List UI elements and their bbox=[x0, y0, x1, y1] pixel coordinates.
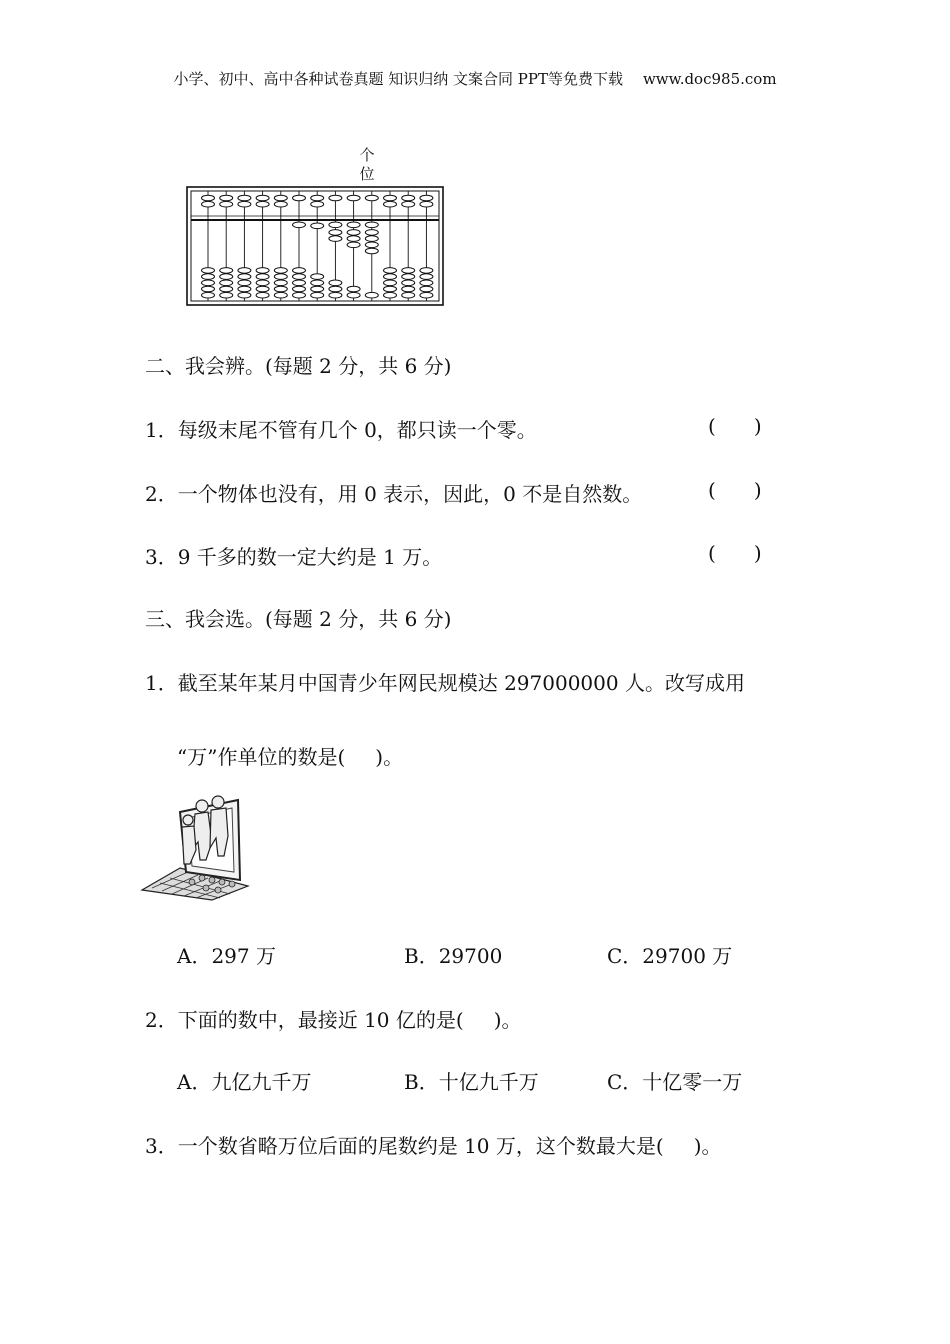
abacus-heaven-bead bbox=[347, 222, 360, 228]
abacus-heaven-bead bbox=[384, 201, 397, 207]
abacus-earth-bead bbox=[311, 286, 324, 292]
q3-text: 3．一个数省略万位后面的尾数约是 10 万，这个数最大是( )。 bbox=[145, 1134, 722, 1158]
abacus-earth-bead bbox=[420, 268, 433, 274]
abacus-earth-bead bbox=[384, 274, 397, 280]
abacus-earth-bead bbox=[329, 286, 342, 292]
abacus-earth-bead bbox=[238, 268, 251, 274]
abacus-earth-bead bbox=[293, 268, 306, 274]
abacus-heaven-bead bbox=[238, 201, 251, 207]
judge-answer-1[interactable]: ( ) bbox=[708, 414, 762, 438]
q1-option-b[interactable]: B．29700 bbox=[404, 944, 503, 968]
abacus-earth-bead bbox=[347, 242, 360, 248]
abacus-heaven-bead bbox=[220, 201, 233, 207]
abacus-earth-bead bbox=[384, 280, 397, 286]
abacus-figure bbox=[186, 186, 446, 308]
q2-option-b[interactable]: B．十亿九千万 bbox=[404, 1070, 539, 1094]
abacus-heaven-bead bbox=[220, 195, 233, 201]
q2-option-a[interactable]: A．九亿九千万 bbox=[177, 1070, 312, 1094]
abacus-earth-bead bbox=[402, 268, 415, 274]
judge-item-2: 2．一个物体也没有，用 0 表示，因此，0 不是自然数。 bbox=[145, 482, 643, 506]
abacus-earth-bead bbox=[256, 280, 269, 286]
abacus-earth-bead bbox=[238, 292, 251, 298]
abacus-heaven-bead bbox=[293, 195, 306, 201]
q1-text-line1: 1．截至某年某月中国青少年网民规模达 297000000 人。改写成用 bbox=[145, 671, 745, 695]
judge-item-1: 1．每级末尾不管有几个 0，都只读一个零。 bbox=[145, 418, 537, 442]
q1-option-a[interactable]: A．297 万 bbox=[177, 944, 276, 968]
abacus-earth-bead bbox=[311, 292, 324, 298]
abacus-earth-bead bbox=[347, 286, 360, 292]
abacus-earth-bead bbox=[220, 286, 233, 292]
header-text: 小学、初中、高中各种试卷真题 知识归纳 文案合同 PPT等免费下载 bbox=[173, 70, 623, 88]
abacus-earth-bead bbox=[402, 274, 415, 280]
abacus-earth-bead bbox=[329, 230, 342, 236]
abacus-earth-bead bbox=[365, 236, 378, 242]
abacus-earth-bead bbox=[220, 280, 233, 286]
abacus-earth-bead bbox=[420, 292, 433, 298]
abacus-heaven-bead bbox=[384, 195, 397, 201]
abacus-heaven-bead bbox=[365, 222, 378, 228]
abacus-earth-bead bbox=[256, 274, 269, 280]
abacus-earth-bead bbox=[256, 292, 269, 298]
abacus-earth-bead bbox=[274, 268, 287, 274]
abacus-earth-bead bbox=[293, 292, 306, 298]
judge-answer-2[interactable]: ( ) bbox=[708, 478, 762, 502]
q2-option-c[interactable]: C．十亿零一万 bbox=[607, 1070, 743, 1094]
abacus-heaven-bead bbox=[202, 201, 215, 207]
abacus-heaven-bead bbox=[311, 201, 324, 207]
abacus-earth-bead bbox=[420, 274, 433, 280]
abacus-heaven-bead bbox=[420, 195, 433, 201]
abacus-earth-bead bbox=[202, 292, 215, 298]
abacus-earth-bead bbox=[347, 236, 360, 242]
q2-text: 2．下面的数中，最接近 10 亿的是( )。 bbox=[145, 1008, 522, 1032]
abacus-heaven-bead bbox=[293, 222, 306, 228]
abacus-earth-bead bbox=[402, 280, 415, 286]
abacus-earth-bead bbox=[365, 242, 378, 248]
section2-title: 二、我会辨。(每题 2 分，共 6 分) bbox=[145, 354, 452, 378]
abacus-label-top: 个 bbox=[359, 146, 375, 164]
abacus-earth-bead bbox=[347, 292, 360, 298]
page-header bbox=[0, 68, 950, 89]
abacus-earth-bead bbox=[256, 268, 269, 274]
abacus-earth-bead bbox=[384, 268, 397, 274]
abacus-earth-bead bbox=[220, 274, 233, 280]
abacus-earth-bead bbox=[365, 248, 378, 254]
abacus-earth-bead bbox=[402, 292, 415, 298]
abacus-label-bottom: 位 bbox=[359, 165, 375, 183]
q1-option-c[interactable]: C．29700 万 bbox=[607, 944, 733, 968]
abacus-earth-bead bbox=[329, 236, 342, 242]
internet-users-illustration bbox=[140, 790, 250, 902]
abacus-earth-bead bbox=[238, 286, 251, 292]
abacus-heaven-bead bbox=[365, 195, 378, 201]
q1-text-line2: “万”作单位的数是( )。 bbox=[177, 745, 404, 769]
abacus-heaven-bead bbox=[402, 201, 415, 207]
abacus-earth-bead bbox=[238, 280, 251, 286]
abacus-earth-bead bbox=[311, 280, 324, 286]
abacus-earth-bead bbox=[311, 223, 324, 229]
abacus-earth-bead bbox=[420, 280, 433, 286]
abacus-earth-bead bbox=[384, 286, 397, 292]
abacus-ones-label bbox=[352, 146, 382, 184]
abacus-earth-bead bbox=[220, 292, 233, 298]
abacus-earth-bead bbox=[274, 280, 287, 286]
abacus-earth-bead bbox=[256, 286, 269, 292]
abacus-earth-bead bbox=[238, 274, 251, 280]
abacus-earth-bead bbox=[202, 280, 215, 286]
abacus-heaven-bead bbox=[256, 195, 269, 201]
abacus-heaven-bead bbox=[347, 195, 360, 201]
abacus-heaven-bead bbox=[274, 195, 287, 201]
abacus-heaven-bead bbox=[311, 195, 324, 201]
abacus-earth-bead bbox=[274, 292, 287, 298]
judge-item-3: 3．9 千多的数一定大约是 1 万。 bbox=[145, 545, 443, 569]
header-site: www.doc985.com bbox=[642, 70, 777, 88]
abacus-earth-bead bbox=[365, 292, 378, 298]
abacus-heaven-bead bbox=[238, 195, 251, 201]
abacus-heaven-bead bbox=[256, 201, 269, 207]
abacus-earth-bead bbox=[420, 286, 433, 292]
abacus-earth-bead bbox=[347, 230, 360, 236]
abacus-earth-bead bbox=[202, 286, 215, 292]
judge-answer-3[interactable]: ( ) bbox=[708, 541, 762, 565]
abacus-earth-bead bbox=[202, 268, 215, 274]
abacus-earth-bead bbox=[220, 268, 233, 274]
abacus-earth-bead bbox=[329, 292, 342, 298]
abacus-heaven-bead bbox=[329, 222, 342, 228]
abacus-earth-bead bbox=[365, 230, 378, 236]
abacus-earth-bead bbox=[402, 286, 415, 292]
abacus-earth-bead bbox=[202, 274, 215, 280]
abacus-earth-bead bbox=[274, 286, 287, 292]
abacus-earth-bead bbox=[384, 292, 397, 298]
abacus-heaven-bead bbox=[202, 195, 215, 201]
section3-title: 三、我会选。(每题 2 分，共 6 分) bbox=[145, 607, 452, 631]
abacus-earth-bead bbox=[329, 280, 342, 286]
abacus-heaven-bead bbox=[420, 201, 433, 207]
abacus-earth-bead bbox=[274, 274, 287, 280]
abacus-earth-bead bbox=[293, 286, 306, 292]
abacus-earth-bead bbox=[311, 274, 324, 280]
abacus-earth-bead bbox=[293, 274, 306, 280]
abacus-earth-bead bbox=[293, 280, 306, 286]
abacus-heaven-bead bbox=[274, 201, 287, 207]
abacus-heaven-bead bbox=[329, 195, 342, 201]
abacus-heaven-bead bbox=[402, 195, 415, 201]
